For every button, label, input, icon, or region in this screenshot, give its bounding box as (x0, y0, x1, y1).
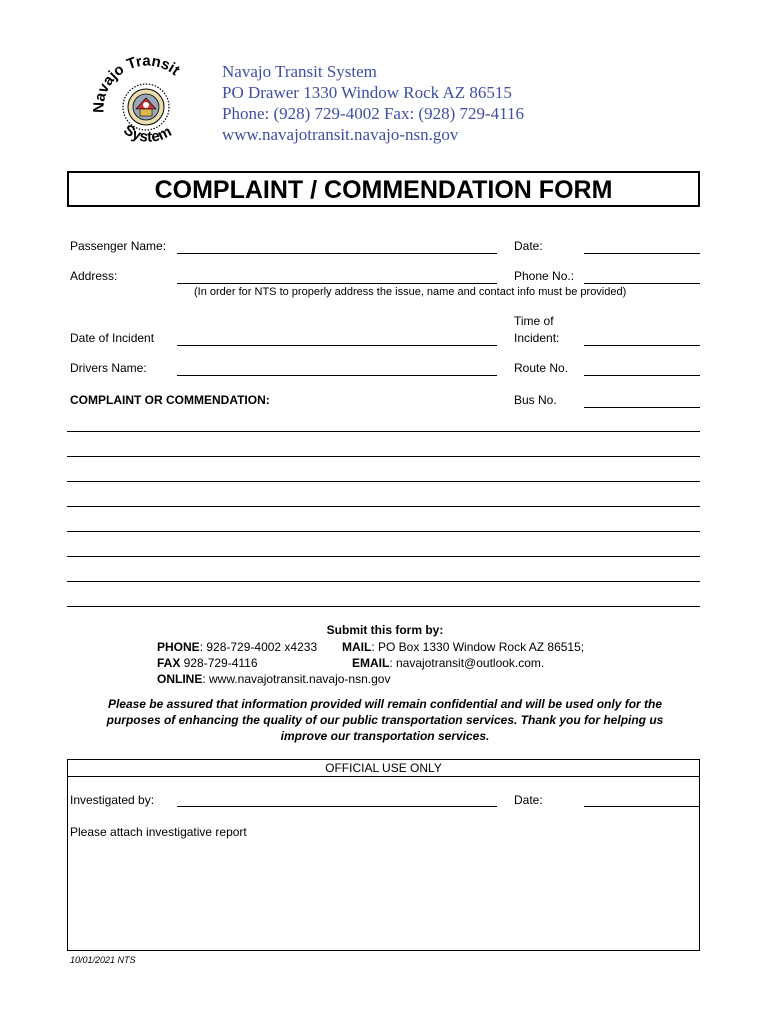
org-phone-fax: Phone: (928) 729-4002 Fax: (928) 729-4116 (222, 104, 525, 123)
fax-value: 928-729-4116 (180, 656, 258, 670)
submit-online (157, 672, 390, 686)
attach-report-label: Please attach investigative report (70, 825, 247, 839)
org-name: Navajo Transit System (222, 62, 377, 81)
submit-mail (342, 640, 584, 654)
comment-line[interactable] (67, 581, 700, 582)
contact-info-note: (In order for NTS to properly address the issue, name and contact info must be provided) (194, 286, 627, 298)
date-field[interactable] (584, 253, 700, 254)
investigated-by-label: Investigated by: (70, 793, 155, 807)
note-line-2: purposes of enhancing the quality of our public transportation services. Thank you for helping us (106, 713, 664, 727)
note-line-3: improve our transportation services. (280, 729, 490, 743)
passenger-name-label: Passenger Name: (70, 239, 167, 253)
comment-line[interactable] (67, 606, 700, 607)
official-use-heading: OFFICIAL USE ONLY (68, 760, 699, 777)
svg-text:Navajo Transit: Navajo Transit (92, 55, 183, 114)
submit-heading: Submit this form by: (326, 623, 444, 637)
time-of-incident-label-1: Time of (514, 314, 554, 328)
date-of-incident-field[interactable] (177, 345, 497, 346)
address-field[interactable] (177, 283, 497, 284)
complaint-label: COMPLAINT OR COMMENDATION: (70, 393, 270, 407)
online-value[interactable]: : www.navajotransit.navajo-nsn.gov (202, 672, 391, 686)
investigated-by-field[interactable] (177, 806, 497, 807)
navajo-transit-logo (92, 55, 202, 150)
phone-field[interactable] (584, 283, 700, 284)
revision-footer: 10/01/2021 NTS (70, 955, 136, 965)
email-key: EMAIL (352, 656, 390, 670)
date-label: Date: (514, 239, 543, 253)
submit-email (352, 656, 544, 670)
mail-key: MAIL (342, 640, 372, 654)
official-use-box (67, 759, 700, 951)
passenger-name-field[interactable] (177, 253, 497, 254)
submit-fax (157, 656, 258, 670)
bus-label: Bus No. (514, 393, 557, 407)
confidentiality-note (80, 696, 690, 744)
form-title: COMPLAINT / COMMENDATION FORM (67, 171, 700, 207)
mail-value: : PO Box 1330 Window Rock AZ 86515; (371, 640, 585, 654)
phone-value: : 928-729-4002 x4233 (199, 640, 318, 654)
online-key: ONLINE (157, 672, 203, 686)
drivers-name-label: Drivers Name: (70, 361, 147, 375)
email-value[interactable]: : navajotransit@outlook.com. (389, 656, 545, 670)
comment-line[interactable] (67, 531, 700, 532)
route-field[interactable] (584, 375, 700, 376)
org-website[interactable]: www.navajotransit.navajo-nsn.gov (222, 125, 459, 144)
time-of-incident-field[interactable] (584, 345, 700, 346)
date-of-incident-label: Date of Incident (70, 331, 155, 345)
submit-phone (157, 640, 317, 654)
comment-line[interactable] (67, 506, 700, 507)
org-address: PO Drawer 1330 Window Rock AZ 86515 (222, 83, 512, 102)
svg-text:System: System (120, 121, 175, 146)
comment-line[interactable] (67, 556, 700, 557)
comment-line[interactable] (67, 431, 700, 432)
comment-line[interactable] (67, 481, 700, 482)
official-date-label: Date: (514, 793, 543, 807)
address-label: Address: (70, 269, 118, 283)
bus-field[interactable] (584, 407, 700, 408)
route-label: Route No. (514, 361, 569, 375)
drivers-name-field[interactable] (177, 375, 497, 376)
time-of-incident-label-2: Incident: (514, 331, 560, 345)
comment-line[interactable] (67, 456, 700, 457)
phone-key: PHONE (157, 640, 200, 654)
phone-label: Phone No.: (514, 269, 575, 283)
fax-key: FAX (157, 656, 181, 670)
official-date-field[interactable] (584, 806, 699, 807)
note-line-1: Please be assured that information provided will remain confidential and will be used only for the (107, 697, 663, 711)
